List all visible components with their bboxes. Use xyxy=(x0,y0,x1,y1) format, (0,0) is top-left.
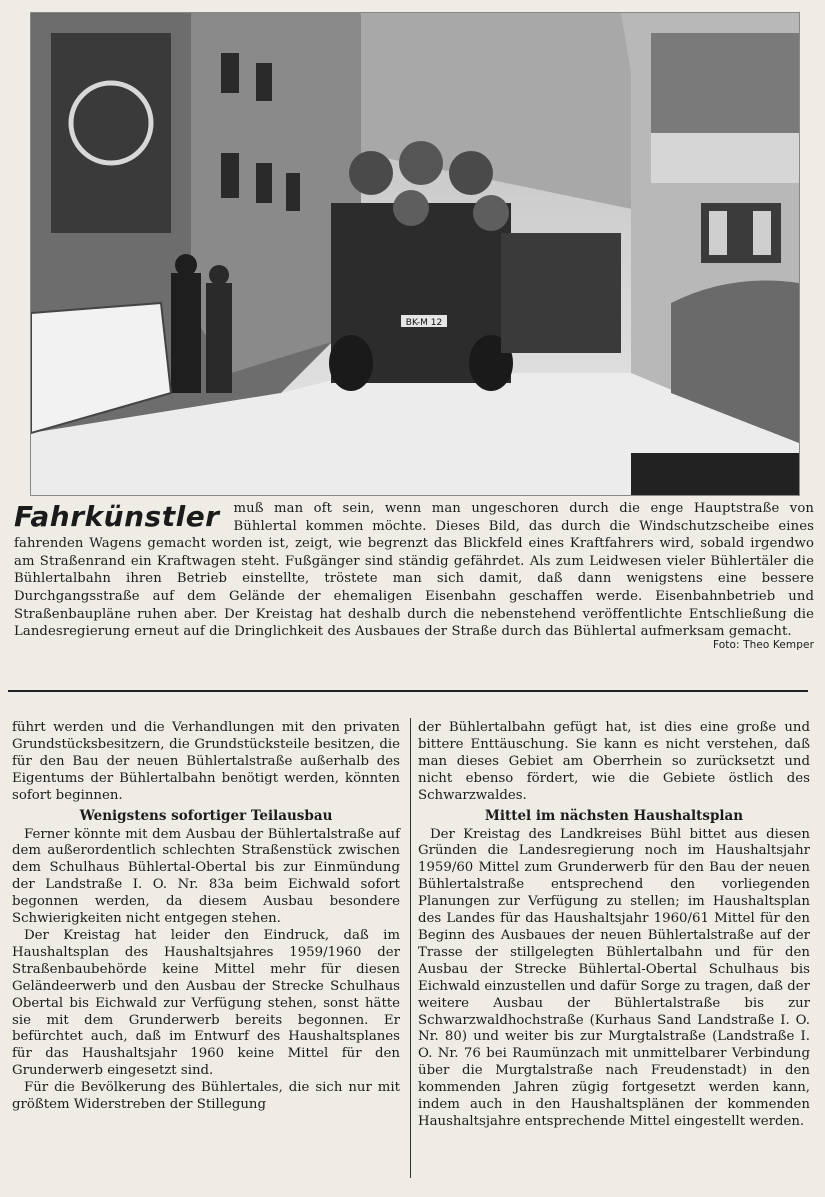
photo-credit: Foto: Theo Kemper xyxy=(713,638,814,651)
section-divider xyxy=(8,690,808,692)
caption-headline: Fahrkünstler xyxy=(14,500,220,533)
right-subheading: Mittel im nächsten Haushaltsplan xyxy=(484,807,744,824)
left-column xyxy=(12,720,400,1114)
left-paragraph-4: Für die Bevölkerung des Bühlertales, die sich nur mit größtem Widerstreben der Stillegung xyxy=(12,1080,400,1113)
photo-caption xyxy=(14,500,814,652)
street-scene-photo xyxy=(30,12,800,496)
caption-text: muß man oft sein, wenn man ungeschoren durch die enge Hauptstraße von Bühlertal kommen möchte. Dieses Bild, das durch die Windschutzscheibe eines fahrenden Wagens gemacht worden ist, zeigt, wie begrenzt das Blickfeld eines Kraftfahrers wird, sobald irgendwo am Straßenrand ein Kraftwagen steht. Fußgänger sind ständig gefährdet. Als zum Leidwesen vieler Bühlertäler die Bühlertalbahn ihren Betrieb einstellte, tröstete man sich damit, daß dann wenigstens eine bessere Durchgangsstraße auf dem Gelände der ehemaligen Eisenbahn geschaffen werde. Eisenbahnbetrieb und Straßenbaupläne ruhen aber. Der Kreistag hat deshalb durch die nebenstehend veröffentlichte Entschließung die Landesregierung erneut auf die Dringlichkeit des Ausbaues der Straße durch das Bühlertal aufmerksam gemacht. xyxy=(14,501,814,640)
column-divider xyxy=(410,718,411,1178)
left-subheading: Wenigstens sofortiger Teilausbau xyxy=(79,807,333,824)
right-paragraph-2: Der Kreistag des Landkreises Bühl bittet aus diesen Gründen die Landesregierung noch im Haushaltsjahr 1959/60 Mittel zum Grunderwerb für den Bau der neuen Bühlertalstraße entsprechend den vorliegenden Planungen zur Verfügung zu stellen; im Haushaltsplan des Landes für das Haushaltsjahr 1960/61 Mittel für den Beginn des Ausbaues der neuen Bühlertalstraße auf der Trasse der stillgelegten Bühlertalbahn und für den Ausbau der Strecke Bühlertal-Obertal Schulhaus bis Eichwald einzustellen und dafür Sorge zu tragen, daß der weitere Ausbau der Bühlertalstraße bis zur Schwarzwaldhochstraße (Kurhaus Sand Landstraße I. O. Nr. 80) und weiter bis zur Murgtalstraße (Landstraße I. O. Nr. 76 bei Raumünzach mit unmittelbarer Verbindung über die Murgtalstraße nach Freudenstadt) in den kommenden Jahren zügig fortgesetzt werden kann, indem auch in den Haushaltsplänen der kommenden Haushaltsjahre entsprechende Mittel eingestellt werden. xyxy=(418,826,810,1129)
truck-plate: BK-M 12 xyxy=(405,318,443,328)
left-paragraph-3: Der Kreistag hat leider den Eindruck, daß im Haushaltsplan des Haushaltsjahres 1959/1960 der Straßenbaubehörde keine Mittel mehr für diesen Geländeerwerb und den Ausbau der Strecke Schulhaus Obertal bis Eichwald zur Verfügung stehen, sonst hätte sie mit dem Grunderwerb bereits begonnen. Er befürchtet auch, daß im Entwurf des Haushaltsplanes für das Haushaltsjahr 1960 keine Mittel für den Grunderwerb eingesetzt sind. xyxy=(12,927,400,1079)
right-column xyxy=(418,720,810,1131)
left-paragraph-2: Ferner könnte mit dem Ausbau der Bühlertalstraße auf dem außerordentlich schlechten Straßenstück zwischen dem Schulhaus Bühlertal-Obertal bis zur Einmündung der Landstraße I. O. Nr. 83a beim Eichwald sofort begonnen werden, da diesem Ausbau besondere Schwierigkeiten nicht entgegen stehen. xyxy=(12,826,400,927)
left-paragraph-1: führt werden und die Verhandlungen mit den privaten Grundstücksbesitzern, die Grundstücksteile besitzen, die für den Bau der neuen Bühlertalstraße außerhalb des Eigentums der Bühlertalbahn benötigt werden, könnten sofort beginnen. xyxy=(12,720,400,803)
right-paragraph-1: der Bühlertalbahn gefügt hat, ist dies eine große und bittere Enttäuschung. Sie kann es nicht verstehen, daß man dieses Gebiet am Oberrhein so zurücksetzt und nicht ebenso fördert, wie die Gebiete östlich des Schwarzwaldes. xyxy=(418,720,810,803)
photo-illustration xyxy=(31,13,799,495)
